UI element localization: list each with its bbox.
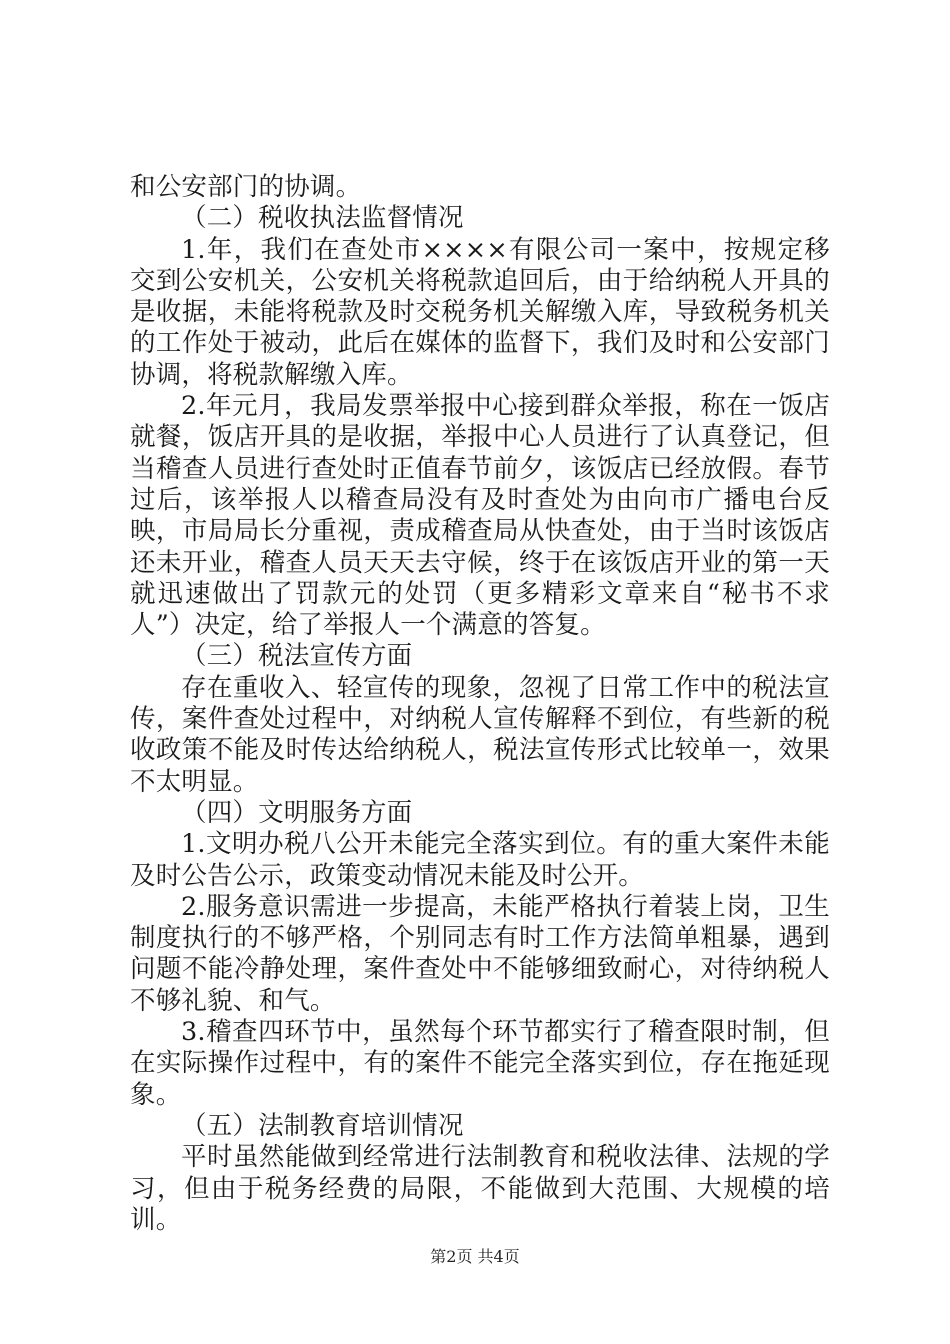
paragraph-continuation: 和公安部门的协调。	[130, 172, 362, 202]
paragraph-tax-publicity: 存在重收入、轻宣传的现象，忽视了日常工作中的税法宣传，案件查处过程中，对纳税人宣传解释不到位，有些新的税收政策不能及时传达给纳税人，税法宣传形式比较单一，效果不太明显。	[130, 672, 830, 797]
paragraph-item-2: 2.年元月，我局发票举报中心接到群众举报，称在一饭店就餐，饭店开具的是收据，举报中心人员进行了认真登记，但当稽查人员进行查处时正值春节前夕，该饭店已经放假。春节过后，该举报人以稽查局没有及时查处为由向市广播电台反映，市局局长分重视，责成稽查局从快查处，由于当时该饭店还未开业，稽查人员天天去守候，终于在该饭店开业的第一天就迅速做出了罚款元的处罚（更多精彩文章来自“秘书不求人”）决定，给了举报人一个满意的答复。	[130, 391, 830, 641]
paragraph-service-1: 1.文明办税八公开未能完全落实到位。有的重大案件未能及时公告公示，政策变动情况未能及时公开。	[130, 829, 830, 891]
document-body	[130, 172, 830, 1236]
section-heading-2: （二）税收执法监督情况	[181, 203, 464, 234]
paragraph-item-1: 1.年，我们在查处市××××有限公司一案中，按规定移交到公安机关，公安机关将税款追回后，由于给纳税人开具的是收据，未能将税款及时交税务机关解缴入库，导致税务机关的工作处于被动，此后在媒体的监督下，我们及时和公安部门协调，将税款解缴入库。	[130, 234, 830, 390]
page-number-footer: 第2页 共4页	[430, 1247, 520, 1266]
paragraph-legal-training: 平时虽然能做到经常进行法制教育和税收法律、法规的学习，但由于税务经费的局限，不能做到大范围、大规模的培训。	[130, 1142, 830, 1235]
section-heading-4: （四）文明服务方面	[181, 797, 413, 828]
paragraph-service-2: 2.服务意识需进一步提高，未能严格执行着装上岗，卫生制度执行的不够严格，个别同志有时工作方法简单粗暴，遇到问题不能冷静处理，案件查处中不能够细致耐心，对待纳税人不够礼貌、和气。	[130, 891, 830, 1016]
section-heading-5: （五）法制教育培训情况	[181, 1110, 464, 1141]
paragraph-service-3: 3.稽查四环节中，虽然每个环节都实行了稽查限时制，但在实际操作过程中，有的案件不能完全落实到位，存在拖延现象。	[130, 1017, 830, 1110]
section-heading-3: （三）税法宣传方面	[181, 641, 413, 672]
